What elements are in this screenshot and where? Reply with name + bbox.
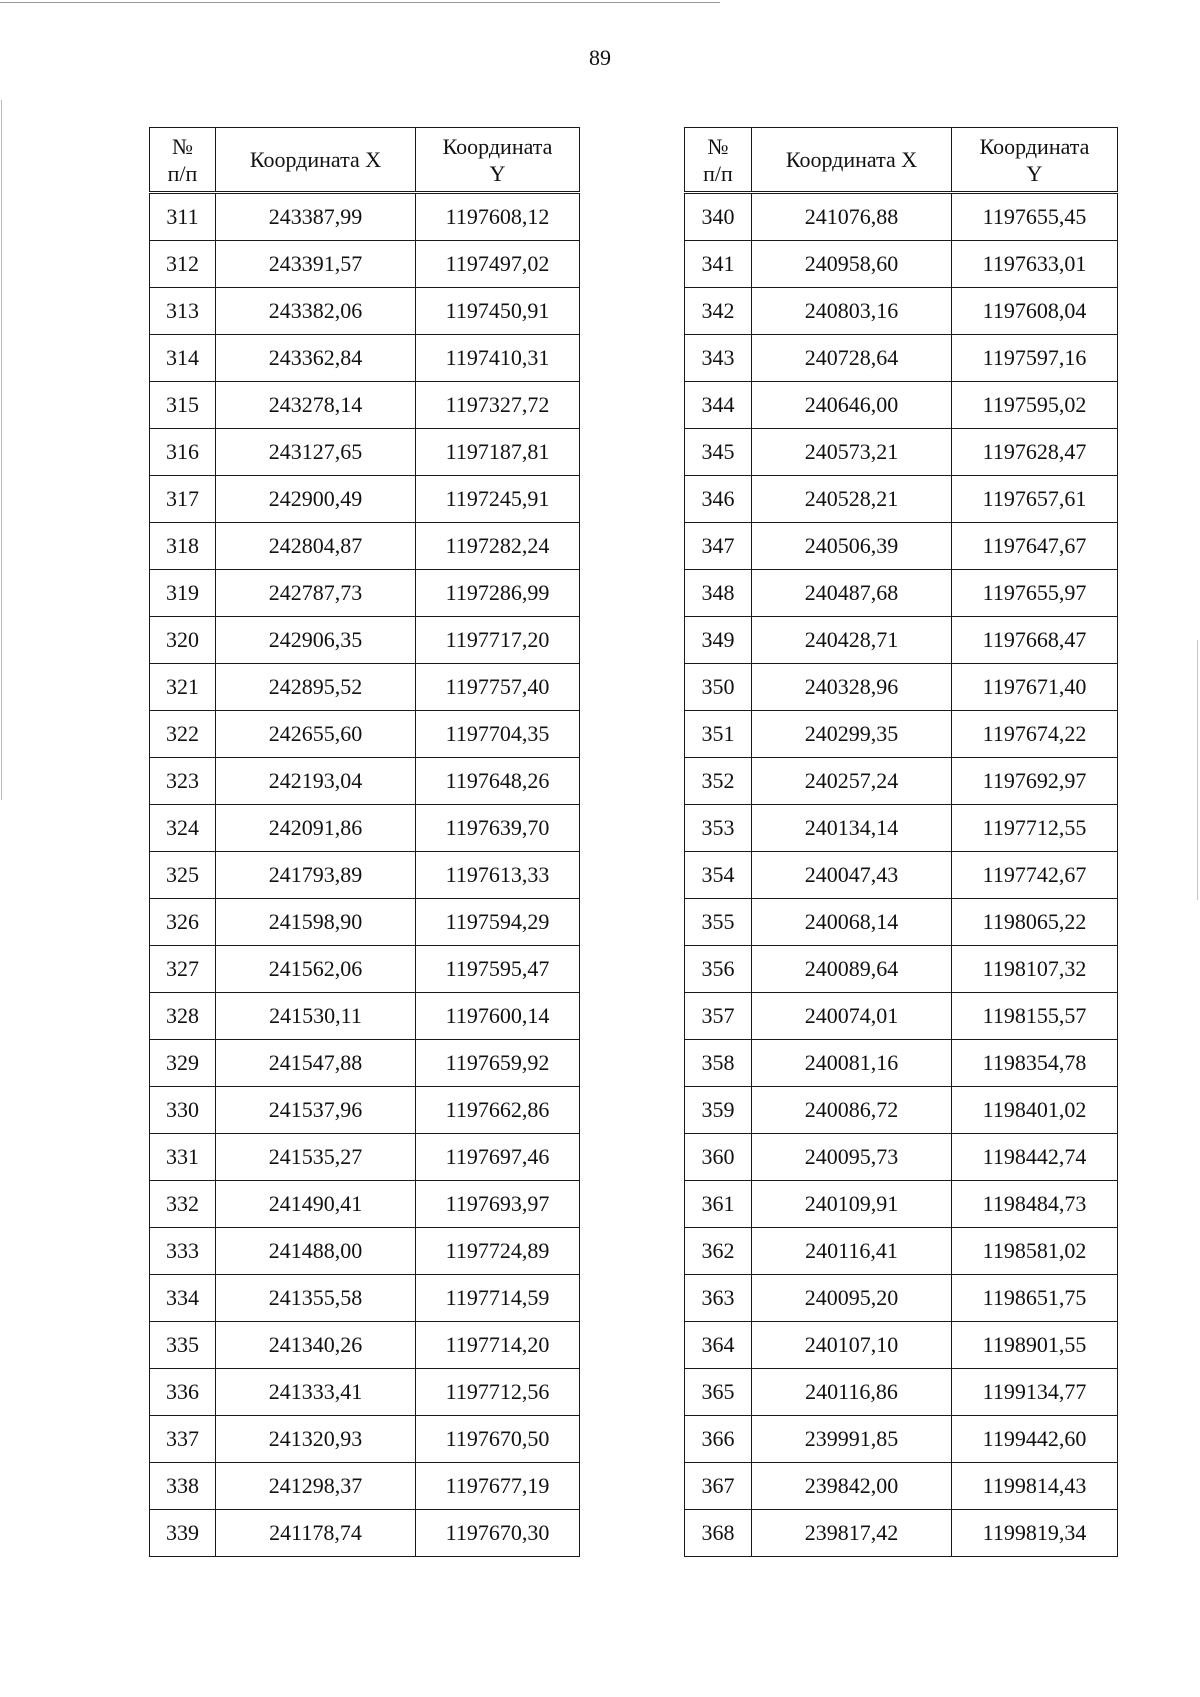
cell-coordinate-x: 242193,04 xyxy=(216,758,416,805)
cell-coordinate-x: 241178,74 xyxy=(216,1510,416,1557)
cell-coordinate-y: 1197670,50 xyxy=(416,1416,580,1463)
table-row xyxy=(685,241,1118,288)
cell-point-number: 339 xyxy=(150,1510,216,1557)
cell-coordinate-y: 1197693,97 xyxy=(416,1181,580,1228)
cell-point-number: 362 xyxy=(685,1228,752,1275)
header-number-abbr: п/п xyxy=(703,160,733,186)
cell-coordinate-y: 1197717,20 xyxy=(416,617,580,664)
cell-coordinate-y: 1197187,81 xyxy=(416,429,580,476)
cell-coordinate-x: 243362,84 xyxy=(216,335,416,382)
cell-point-number: 313 xyxy=(150,288,216,335)
scan-edge-left xyxy=(1,100,2,800)
cell-coordinate-y: 1197600,14 xyxy=(416,993,580,1040)
table-row xyxy=(150,1510,580,1557)
table-row xyxy=(685,1322,1118,1369)
cell-point-number: 312 xyxy=(150,241,216,288)
table-row xyxy=(685,805,1118,852)
cell-coordinate-y: 1197595,02 xyxy=(952,382,1118,429)
cell-coordinate-x: 241298,37 xyxy=(216,1463,416,1510)
cell-coordinate-y: 1197674,22 xyxy=(952,711,1118,758)
cell-coordinate-x: 241598,90 xyxy=(216,899,416,946)
cell-coordinate-x: 240573,21 xyxy=(752,429,952,476)
cell-point-number: 336 xyxy=(150,1369,216,1416)
table-header-row xyxy=(685,128,1118,193)
cell-coordinate-y: 1197704,35 xyxy=(416,711,580,758)
cell-coordinate-x: 243391,57 xyxy=(216,241,416,288)
header-number-abbr: п/п xyxy=(167,160,198,186)
cell-coordinate-x: 242900,49 xyxy=(216,476,416,523)
cell-coordinate-y: 1197692,97 xyxy=(952,758,1118,805)
scan-edge-top xyxy=(0,2,720,3)
cell-point-number: 332 xyxy=(150,1181,216,1228)
table-row xyxy=(150,1087,580,1134)
cell-point-number: 368 xyxy=(685,1510,752,1557)
header-coordinate-y xyxy=(416,128,580,193)
table-row xyxy=(685,1275,1118,1322)
cell-coordinate-x: 243387,99 xyxy=(216,193,416,241)
cell-coordinate-y: 1197724,89 xyxy=(416,1228,580,1275)
cell-point-number: 319 xyxy=(150,570,216,617)
table-row xyxy=(150,993,580,1040)
cell-coordinate-x: 240116,41 xyxy=(752,1228,952,1275)
cell-coordinate-y: 1197655,45 xyxy=(952,193,1118,241)
table-row xyxy=(685,1510,1118,1557)
cell-point-number: 346 xyxy=(685,476,752,523)
header-coordinate-y-word: Координата xyxy=(442,133,553,159)
table-row xyxy=(150,805,580,852)
cell-coordinate-x: 243278,14 xyxy=(216,382,416,429)
header-number xyxy=(685,128,752,193)
cell-coordinate-x: 240089,64 xyxy=(752,946,952,993)
cell-coordinate-x: 241537,96 xyxy=(216,1087,416,1134)
cell-coordinate-x: 240086,72 xyxy=(752,1087,952,1134)
cell-coordinate-y: 1197286,99 xyxy=(416,570,580,617)
cell-point-number: 320 xyxy=(150,617,216,664)
cell-coordinate-y: 1197594,29 xyxy=(416,899,580,946)
cell-coordinate-x: 241490,41 xyxy=(216,1181,416,1228)
cell-coordinate-x: 240109,91 xyxy=(752,1181,952,1228)
cell-coordinate-x: 241793,89 xyxy=(216,852,416,899)
cell-point-number: 348 xyxy=(685,570,752,617)
cell-coordinate-x: 241488,00 xyxy=(216,1228,416,1275)
cell-point-number: 314 xyxy=(150,335,216,382)
table-row xyxy=(685,382,1118,429)
table-row xyxy=(150,1416,580,1463)
cell-coordinate-y: 1197628,47 xyxy=(952,429,1118,476)
cell-point-number: 331 xyxy=(150,1134,216,1181)
table-row xyxy=(685,288,1118,335)
table-row xyxy=(150,1181,580,1228)
header-number-symbol: № xyxy=(707,133,729,159)
cell-coordinate-x: 242787,73 xyxy=(216,570,416,617)
cell-coordinate-y: 1198107,32 xyxy=(952,946,1118,993)
table-row xyxy=(685,193,1118,241)
page-number: 89 xyxy=(589,45,611,70)
table-row xyxy=(150,382,580,429)
table-row xyxy=(150,946,580,993)
cell-coordinate-x: 240134,14 xyxy=(752,805,952,852)
cell-coordinate-y: 1197245,91 xyxy=(416,476,580,523)
cell-point-number: 366 xyxy=(685,1416,752,1463)
cell-coordinate-y: 1197597,16 xyxy=(952,335,1118,382)
cell-point-number: 330 xyxy=(150,1087,216,1134)
table-row xyxy=(685,335,1118,382)
cell-coordinate-x: 242804,87 xyxy=(216,523,416,570)
cell-point-number: 361 xyxy=(685,1181,752,1228)
cell-point-number: 358 xyxy=(685,1040,752,1087)
cell-coordinate-y: 1197282,24 xyxy=(416,523,580,570)
table-row xyxy=(685,899,1118,946)
table-row xyxy=(685,1040,1118,1087)
cell-point-number: 327 xyxy=(150,946,216,993)
cell-coordinate-y: 1197633,01 xyxy=(952,241,1118,288)
cell-coordinate-y: 1198581,02 xyxy=(952,1228,1118,1275)
table-row xyxy=(150,711,580,758)
cell-coordinate-y: 1198155,57 xyxy=(952,993,1118,1040)
table-row xyxy=(150,664,580,711)
cell-point-number: 365 xyxy=(685,1369,752,1416)
table-row xyxy=(150,193,580,241)
cell-coordinate-x: 240803,16 xyxy=(752,288,952,335)
cell-coordinate-y: 1197659,92 xyxy=(416,1040,580,1087)
cell-point-number: 350 xyxy=(685,664,752,711)
cell-coordinate-x: 240074,01 xyxy=(752,993,952,1040)
cell-coordinate-x: 243127,65 xyxy=(216,429,416,476)
table-row xyxy=(150,1369,580,1416)
cell-coordinate-y: 1197712,55 xyxy=(952,805,1118,852)
cell-coordinate-y: 1197450,91 xyxy=(416,288,580,335)
cell-point-number: 349 xyxy=(685,617,752,664)
cell-point-number: 321 xyxy=(150,664,216,711)
coordinates-table-left-body xyxy=(150,193,580,1557)
coordinates-table-left xyxy=(149,127,580,1557)
cell-coordinate-y: 1197714,59 xyxy=(416,1275,580,1322)
table-header-row xyxy=(150,128,580,193)
table-row xyxy=(685,1181,1118,1228)
coordinates-table-right xyxy=(684,127,1118,1557)
cell-point-number: 341 xyxy=(685,241,752,288)
cell-coordinate-x: 241333,41 xyxy=(216,1369,416,1416)
cell-coordinate-x: 240428,71 xyxy=(752,617,952,664)
cell-point-number: 344 xyxy=(685,382,752,429)
table-row xyxy=(150,476,580,523)
cell-coordinate-x: 242895,52 xyxy=(216,664,416,711)
cell-coordinate-x: 240095,20 xyxy=(752,1275,952,1322)
cell-coordinate-x: 240487,68 xyxy=(752,570,952,617)
cell-point-number: 333 xyxy=(150,1228,216,1275)
cell-point-number: 364 xyxy=(685,1322,752,1369)
table-row xyxy=(150,1040,580,1087)
header-number-symbol: № xyxy=(172,133,193,159)
table-row xyxy=(150,1134,580,1181)
header-number xyxy=(150,128,216,193)
table-row xyxy=(150,1463,580,1510)
cell-coordinate-y: 1197677,19 xyxy=(416,1463,580,1510)
cell-point-number: 354 xyxy=(685,852,752,899)
cell-coordinate-x: 240107,10 xyxy=(752,1322,952,1369)
table-row xyxy=(685,570,1118,617)
table-row xyxy=(150,899,580,946)
cell-coordinate-x: 241562,06 xyxy=(216,946,416,993)
cell-point-number: 357 xyxy=(685,993,752,1040)
table-row xyxy=(150,288,580,335)
cell-coordinate-y: 1198651,75 xyxy=(952,1275,1118,1322)
cell-coordinate-y: 1197613,33 xyxy=(416,852,580,899)
table-row xyxy=(685,476,1118,523)
cell-point-number: 355 xyxy=(685,899,752,946)
cell-coordinate-x: 241355,58 xyxy=(216,1275,416,1322)
header-coordinate-y xyxy=(952,128,1118,193)
table-row xyxy=(685,852,1118,899)
cell-point-number: 359 xyxy=(685,1087,752,1134)
table-row xyxy=(685,1228,1118,1275)
table-row xyxy=(685,664,1118,711)
cell-coordinate-y: 1197712,56 xyxy=(416,1369,580,1416)
cell-coordinate-x: 239991,85 xyxy=(752,1416,952,1463)
cell-point-number: 311 xyxy=(150,193,216,241)
cell-point-number: 356 xyxy=(685,946,752,993)
table-row xyxy=(150,1228,580,1275)
cell-point-number: 353 xyxy=(685,805,752,852)
cell-coordinate-x: 240528,21 xyxy=(752,476,952,523)
cell-coordinate-y: 1198065,22 xyxy=(952,899,1118,946)
table-row xyxy=(150,429,580,476)
cell-point-number: 324 xyxy=(150,805,216,852)
cell-point-number: 342 xyxy=(685,288,752,335)
table-row xyxy=(685,946,1118,993)
cell-coordinate-x: 240047,43 xyxy=(752,852,952,899)
cell-point-number: 315 xyxy=(150,382,216,429)
cell-coordinate-y: 1197648,26 xyxy=(416,758,580,805)
table-row xyxy=(150,852,580,899)
cell-coordinate-y: 1197410,31 xyxy=(416,335,580,382)
scan-edge-right xyxy=(1197,640,1198,900)
cell-coordinate-x: 241340,26 xyxy=(216,1322,416,1369)
cell-point-number: 360 xyxy=(685,1134,752,1181)
cell-coordinate-y: 1199814,43 xyxy=(952,1463,1118,1510)
cell-coordinate-y: 1197742,67 xyxy=(952,852,1118,899)
table-row xyxy=(685,758,1118,805)
cell-coordinate-x: 242655,60 xyxy=(216,711,416,758)
cell-coordinate-y: 1197497,02 xyxy=(416,241,580,288)
cell-coordinate-x: 241076,88 xyxy=(752,193,952,241)
coordinates-table-right-body xyxy=(685,193,1118,1557)
cell-coordinate-y: 1197670,30 xyxy=(416,1510,580,1557)
cell-coordinate-y: 1197639,70 xyxy=(416,805,580,852)
cell-coordinate-y: 1199134,77 xyxy=(952,1369,1118,1416)
cell-point-number: 345 xyxy=(685,429,752,476)
cell-coordinate-y: 1197757,40 xyxy=(416,664,580,711)
cell-coordinate-x: 240328,96 xyxy=(752,664,952,711)
cell-coordinate-x: 242091,86 xyxy=(216,805,416,852)
cell-coordinate-y: 1198354,78 xyxy=(952,1040,1118,1087)
cell-point-number: 352 xyxy=(685,758,752,805)
cell-coordinate-y: 1197697,46 xyxy=(416,1134,580,1181)
header-coordinate-y-letter: Y xyxy=(489,160,506,186)
cell-coordinate-y: 1197327,72 xyxy=(416,382,580,429)
table-row xyxy=(685,429,1118,476)
cell-coordinate-y: 1197662,86 xyxy=(416,1087,580,1134)
cell-point-number: 340 xyxy=(685,193,752,241)
cell-coordinate-x: 240095,73 xyxy=(752,1134,952,1181)
cell-point-number: 367 xyxy=(685,1463,752,1510)
cell-coordinate-x: 240958,60 xyxy=(752,241,952,288)
cell-point-number: 326 xyxy=(150,899,216,946)
table-row xyxy=(685,1087,1118,1134)
table-row xyxy=(150,617,580,664)
table-row xyxy=(685,711,1118,758)
cell-point-number: 323 xyxy=(150,758,216,805)
table-row xyxy=(685,523,1118,570)
table-row xyxy=(150,570,580,617)
table-row xyxy=(685,1463,1118,1510)
table-row xyxy=(150,241,580,288)
cell-point-number: 329 xyxy=(150,1040,216,1087)
cell-point-number: 351 xyxy=(685,711,752,758)
cell-coordinate-y: 1197655,97 xyxy=(952,570,1118,617)
header-coordinate-x: Координата X xyxy=(216,128,416,193)
cell-point-number: 337 xyxy=(150,1416,216,1463)
cell-coordinate-y: 1197608,12 xyxy=(416,193,580,241)
cell-coordinate-x: 240257,24 xyxy=(752,758,952,805)
table-row xyxy=(685,1416,1118,1463)
cell-coordinate-x: 240081,16 xyxy=(752,1040,952,1087)
table-row xyxy=(685,993,1118,1040)
cell-point-number: 317 xyxy=(150,476,216,523)
cell-coordinate-y: 1198442,74 xyxy=(952,1134,1118,1181)
cell-coordinate-y: 1199442,60 xyxy=(952,1416,1118,1463)
cell-coordinate-y: 1197668,47 xyxy=(952,617,1118,664)
cell-coordinate-y: 1197608,04 xyxy=(952,288,1118,335)
cell-coordinate-x: 239817,42 xyxy=(752,1510,952,1557)
cell-coordinate-y: 1199819,34 xyxy=(952,1510,1118,1557)
table-row xyxy=(150,758,580,805)
table-row xyxy=(685,1134,1118,1181)
cell-coordinate-x: 240506,39 xyxy=(752,523,952,570)
cell-point-number: 328 xyxy=(150,993,216,1040)
header-coordinate-y-word: Координата xyxy=(979,133,1090,159)
cell-coordinate-x: 240299,35 xyxy=(752,711,952,758)
cell-point-number: 335 xyxy=(150,1322,216,1369)
cell-coordinate-x: 241530,11 xyxy=(216,993,416,1040)
table-row xyxy=(685,617,1118,664)
cell-coordinate-x: 240068,14 xyxy=(752,899,952,946)
cell-coordinate-y: 1198484,73 xyxy=(952,1181,1118,1228)
cell-point-number: 318 xyxy=(150,523,216,570)
table-row xyxy=(685,1369,1118,1416)
table-row xyxy=(150,335,580,382)
cell-coordinate-x: 240728,64 xyxy=(752,335,952,382)
cell-point-number: 325 xyxy=(150,852,216,899)
cell-point-number: 347 xyxy=(685,523,752,570)
cell-coordinate-x: 240646,00 xyxy=(752,382,952,429)
cell-point-number: 363 xyxy=(685,1275,752,1322)
cell-coordinate-x: 241535,27 xyxy=(216,1134,416,1181)
header-coordinate-x: Координата X xyxy=(752,128,952,193)
cell-point-number: 338 xyxy=(150,1463,216,1510)
cell-coordinate-x: 243382,06 xyxy=(216,288,416,335)
cell-coordinate-x: 241320,93 xyxy=(216,1416,416,1463)
cell-point-number: 316 xyxy=(150,429,216,476)
cell-coordinate-y: 1197671,40 xyxy=(952,664,1118,711)
cell-coordinate-y: 1197657,61 xyxy=(952,476,1118,523)
cell-point-number: 322 xyxy=(150,711,216,758)
cell-coordinate-x: 241547,88 xyxy=(216,1040,416,1087)
cell-coordinate-y: 1198901,55 xyxy=(952,1322,1118,1369)
table-row xyxy=(150,1322,580,1369)
cell-coordinate-y: 1197714,20 xyxy=(416,1322,580,1369)
header-coordinate-y-letter: Y xyxy=(1026,160,1043,186)
table-row xyxy=(150,1275,580,1322)
cell-coordinate-y: 1198401,02 xyxy=(952,1087,1118,1134)
cell-point-number: 343 xyxy=(685,335,752,382)
cell-coordinate-x: 239842,00 xyxy=(752,1463,952,1510)
cell-point-number: 334 xyxy=(150,1275,216,1322)
cell-coordinate-y: 1197647,67 xyxy=(952,523,1118,570)
table-row xyxy=(150,523,580,570)
cell-coordinate-x: 240116,86 xyxy=(752,1369,952,1416)
cell-coordinate-x: 242906,35 xyxy=(216,617,416,664)
cell-coordinate-y: 1197595,47 xyxy=(416,946,580,993)
